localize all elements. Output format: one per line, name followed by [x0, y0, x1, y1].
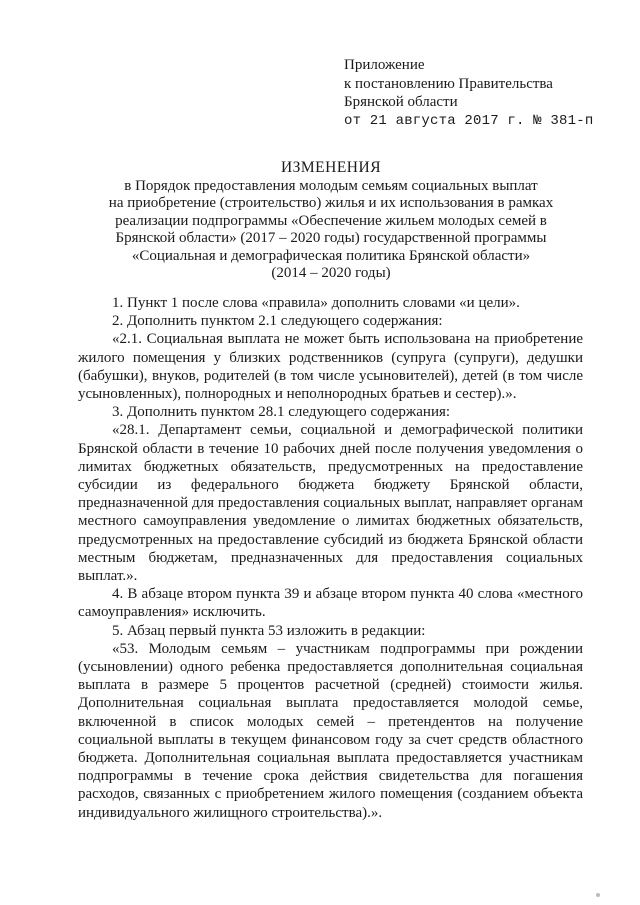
clause-28-1: «28.1. Департамент семьи, социальной и демографической политики Брянской области в течение 10 рабочих дней после получения уведомления о лимитах бюджетных обязательств, предусмотренных на предоставление субсидии из федерального бюджета бюджету Брянской области, предназначенной для предоставления социальных выплат, направляет органам местного самоуправления уведомление о лимитах бюджетных обязательств, предусмотренных на предоставление субсидий из бюджета Брянской области местным бюджетам, предназначенных для предоставления социальных выплат.».	[78, 422, 583, 585]
item-5: 5. Абзац первый пункта 53 изложить в редакции:	[112, 622, 426, 639]
heading-line: на приобретение (строительство) жилья и их использования в рамках	[108, 195, 554, 211]
appendix-block	[344, 56, 593, 130]
appendix-date-number: от 21 августа 2017 г. № 381-п	[344, 112, 594, 129]
clause-53: «53. Молодым семьям – участникам подпрограммы при рождении (усыновлении) одного ребенка предоставляется дополнительная социальная выплата в размере 5 процентов расчетной (средней) стоимости жилья. Дополнительная социальная выплата предоставляется молодой семье, включенной в список молодых семей – претендентов на получение социальной выплаты в текущем финансовом году за счет средств областного бюджета. Дополнительная социальная выплата предоставляется участникам подпрограммы в течение срока действия свидетельства для погашения расходов, связанных с приобретением жилого помещения (созданием объекта индивидуального жилищного строительства).».	[78, 640, 583, 821]
heading-title: ИЗМЕНЕНИЯ	[280, 159, 382, 176]
document-body	[78, 294, 583, 822]
document-heading	[84, 159, 578, 283]
appendix-region: Брянской области	[344, 94, 458, 110]
heading-line: Брянской области» (2017 – 2020 годы) государственной программы	[115, 230, 547, 246]
heading-line: в Порядок предоставления молодым семьям социальных выплат	[124, 177, 538, 194]
clause-2-1: «2.1. Социальная выплата не может быть использована на приобретение жилого помещения у близких родственников (супруга (супруги), дедушки (бабушки), внуков, родителей (в том числе усыновителей), детей (в том числе усыновленных), полнородных и неполнородных братьев и сестер).».	[78, 331, 583, 403]
heading-line: «Социальная и демографическая политика Брянской области»	[131, 247, 531, 264]
appendix-title: Приложение	[344, 57, 425, 73]
scan-speck	[596, 893, 600, 897]
item-2: 2. Дополнить пунктом 2.1 следующего содержания:	[112, 313, 443, 330]
item-3: 3. Дополнить пунктом 28.1 следующего содержания:	[112, 404, 451, 421]
item-4: 4. В абзаце втором пункта 39 и абзаце втором пункта 40 слова «местного самоуправления» исключить.	[78, 586, 583, 621]
item-1: 1. Пункт 1 после слова «правила» дополнить словами «и цели».	[112, 295, 520, 311]
appendix-resolution: к постановлению Правительства	[344, 75, 553, 92]
heading-line: реализации подпрограммы «Обеспечение жильем молодых семей в	[115, 212, 547, 229]
heading-line: (2014 – 2020 годы)	[271, 265, 391, 281]
